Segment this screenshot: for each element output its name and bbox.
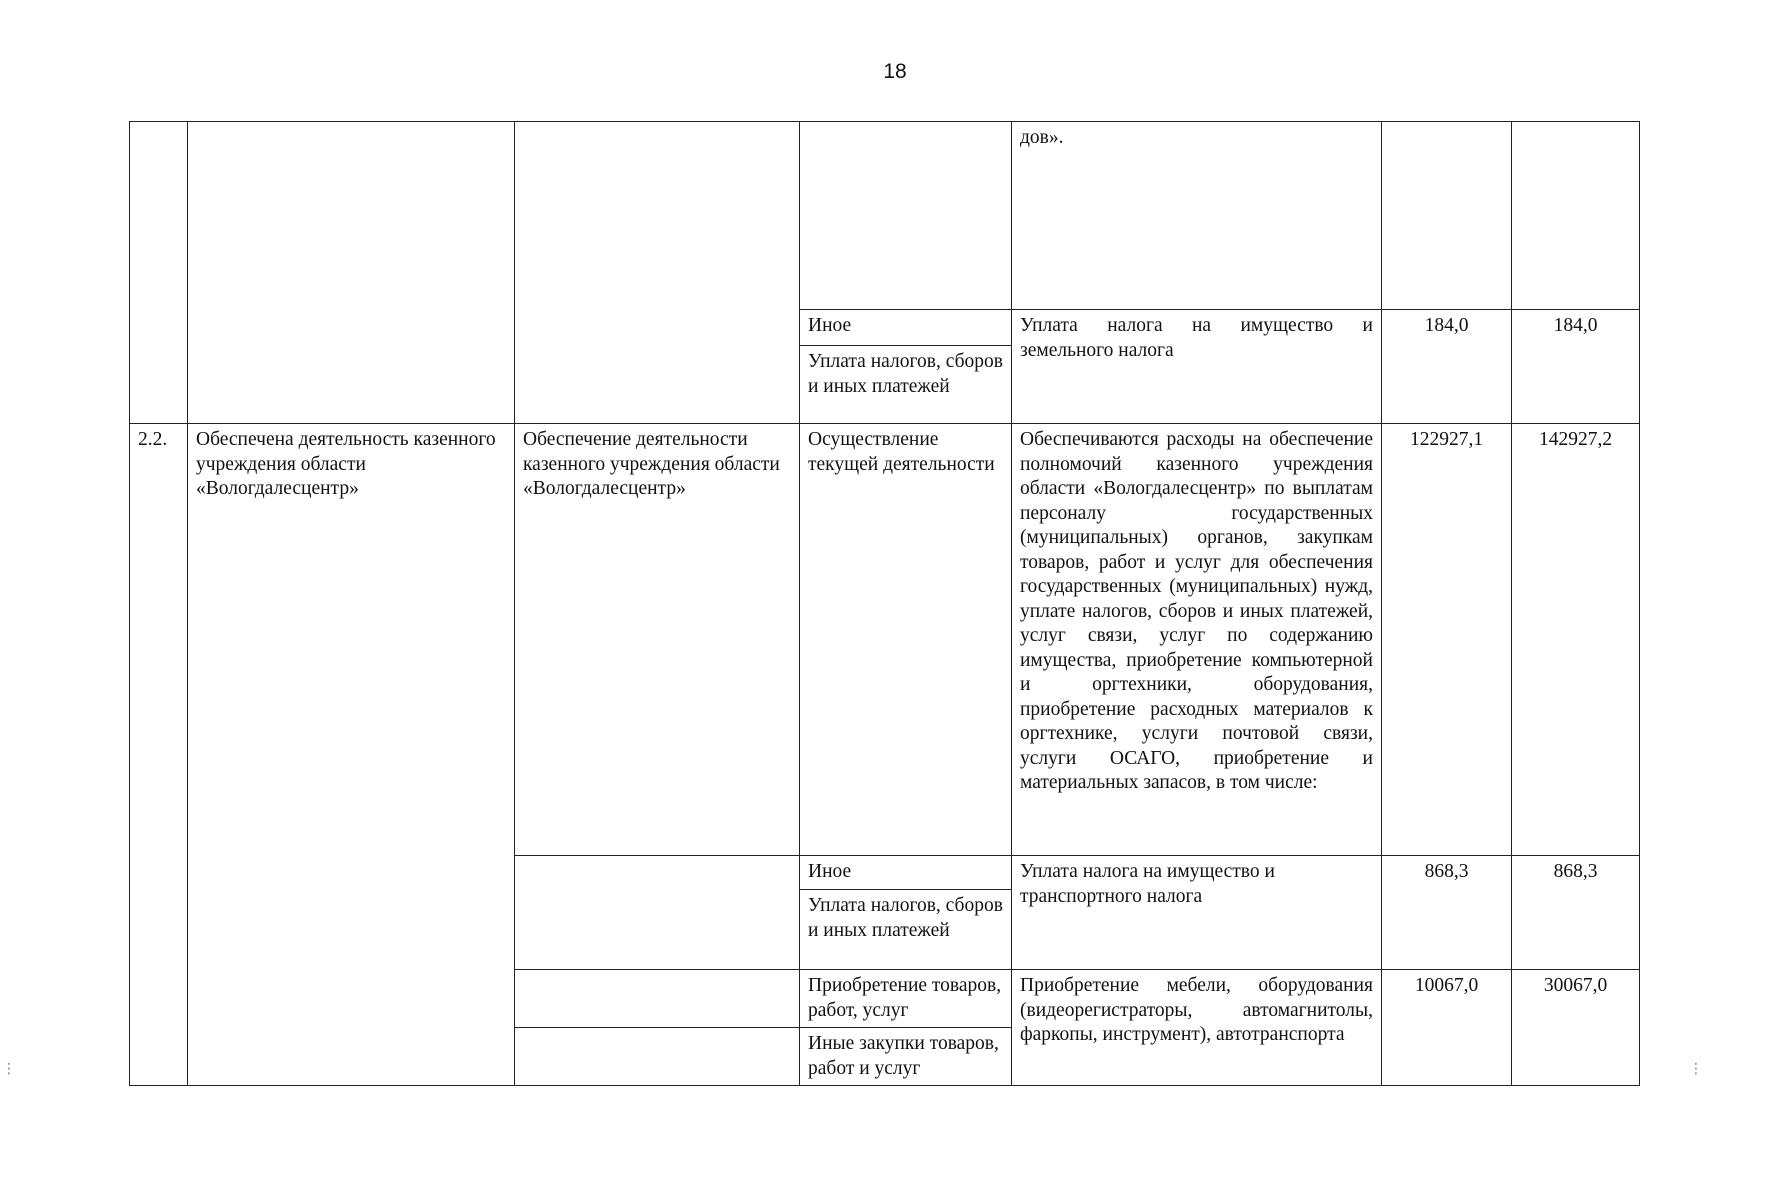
purchase-expense-type-cell: Иные закупки товаров, работ и услуг <box>800 1028 1012 1086</box>
activity-cell: Осуществление текущей деятельности <box>800 424 1012 856</box>
value-1-cell: 122927,1 <box>1382 424 1512 856</box>
other-type-cell: Иное <box>800 856 1012 890</box>
value-2-cell: 868,3 <box>1512 856 1640 970</box>
value-1-cell: 10067,0 <box>1382 970 1512 1086</box>
measure-cell: Обеспечение деятельности казенного учреждения области «Вологдалесцентр» <box>515 424 800 856</box>
value-2-cell: 142927,2 <box>1512 424 1640 856</box>
other-type-cell: Иное <box>800 310 1012 346</box>
table-row-continued <box>130 122 1640 310</box>
row-number-cell: 2.2. <box>130 424 188 1086</box>
measure-cell-empty <box>515 122 800 424</box>
scan-mark-left: ⋮ <box>2 1060 16 1076</box>
measure-cell-empty <box>515 856 800 970</box>
result-cell: Обеспечена деятельность казенного учреждения области «Вологдалесцентр» <box>188 424 515 1086</box>
value-2-cell: 184,0 <box>1512 310 1640 424</box>
description-cell: Обеспечиваются расходы на обеспечение полномочий казенного учреждения области «Вологдалесцентр» по выплатам персоналу государственных (муниципальных) органов, закупкам товаров, работ и услуг для обеспечения государственных (муниципальных) нужд, уплате налогов, сборов и иных платежей, услуг связи, услуг по содержанию имущества, приобретение компьютерной и оргтехники, оборудования, приобретение расходных материалов к оргтехнике, услуги почтовой связи, услуги ОСАГО, приобретение и материальных запасов, в том числе: <box>1012 424 1382 856</box>
expense-type-cell: Уплата налогов, сборов и иных платежей <box>800 890 1012 970</box>
measure-cell-empty <box>515 1028 800 1086</box>
page-number: 18 <box>883 60 907 83</box>
result-cell-empty <box>188 122 515 424</box>
value-1-cell: 184,0 <box>1382 310 1512 424</box>
description-tail-cell: дов». <box>1012 122 1382 310</box>
value-2-cell: 30067,0 <box>1512 970 1640 1086</box>
value-1-cell: 868,3 <box>1382 856 1512 970</box>
table-row-2-2 <box>130 424 1640 856</box>
activity-cell-empty <box>800 122 1012 310</box>
tax-description-cell: Уплата налога на имущество и транспортного налога <box>1012 856 1382 970</box>
expense-type-cell: Уплата налогов, сборов и иных платежей <box>800 346 1012 424</box>
scan-mark-right: ⋮ <box>1689 1060 1703 1076</box>
value-2-cell-empty <box>1512 122 1640 310</box>
number-cell-empty <box>130 122 188 424</box>
purchase-activity-cell: Приобретение товаров, работ, услуг <box>800 970 1012 1028</box>
measure-cell-empty <box>515 970 800 1028</box>
program-table <box>129 121 1640 1086</box>
purchase-description-cell: Приобретение мебели, оборудования (видеорегистраторы, автомагнитолы, фаркопы, инструмент), автотранспорта <box>1012 970 1382 1086</box>
tax-description-cell: Уплата налога на имущество и земельного налога <box>1012 310 1382 424</box>
value-1-cell-empty <box>1382 122 1512 310</box>
